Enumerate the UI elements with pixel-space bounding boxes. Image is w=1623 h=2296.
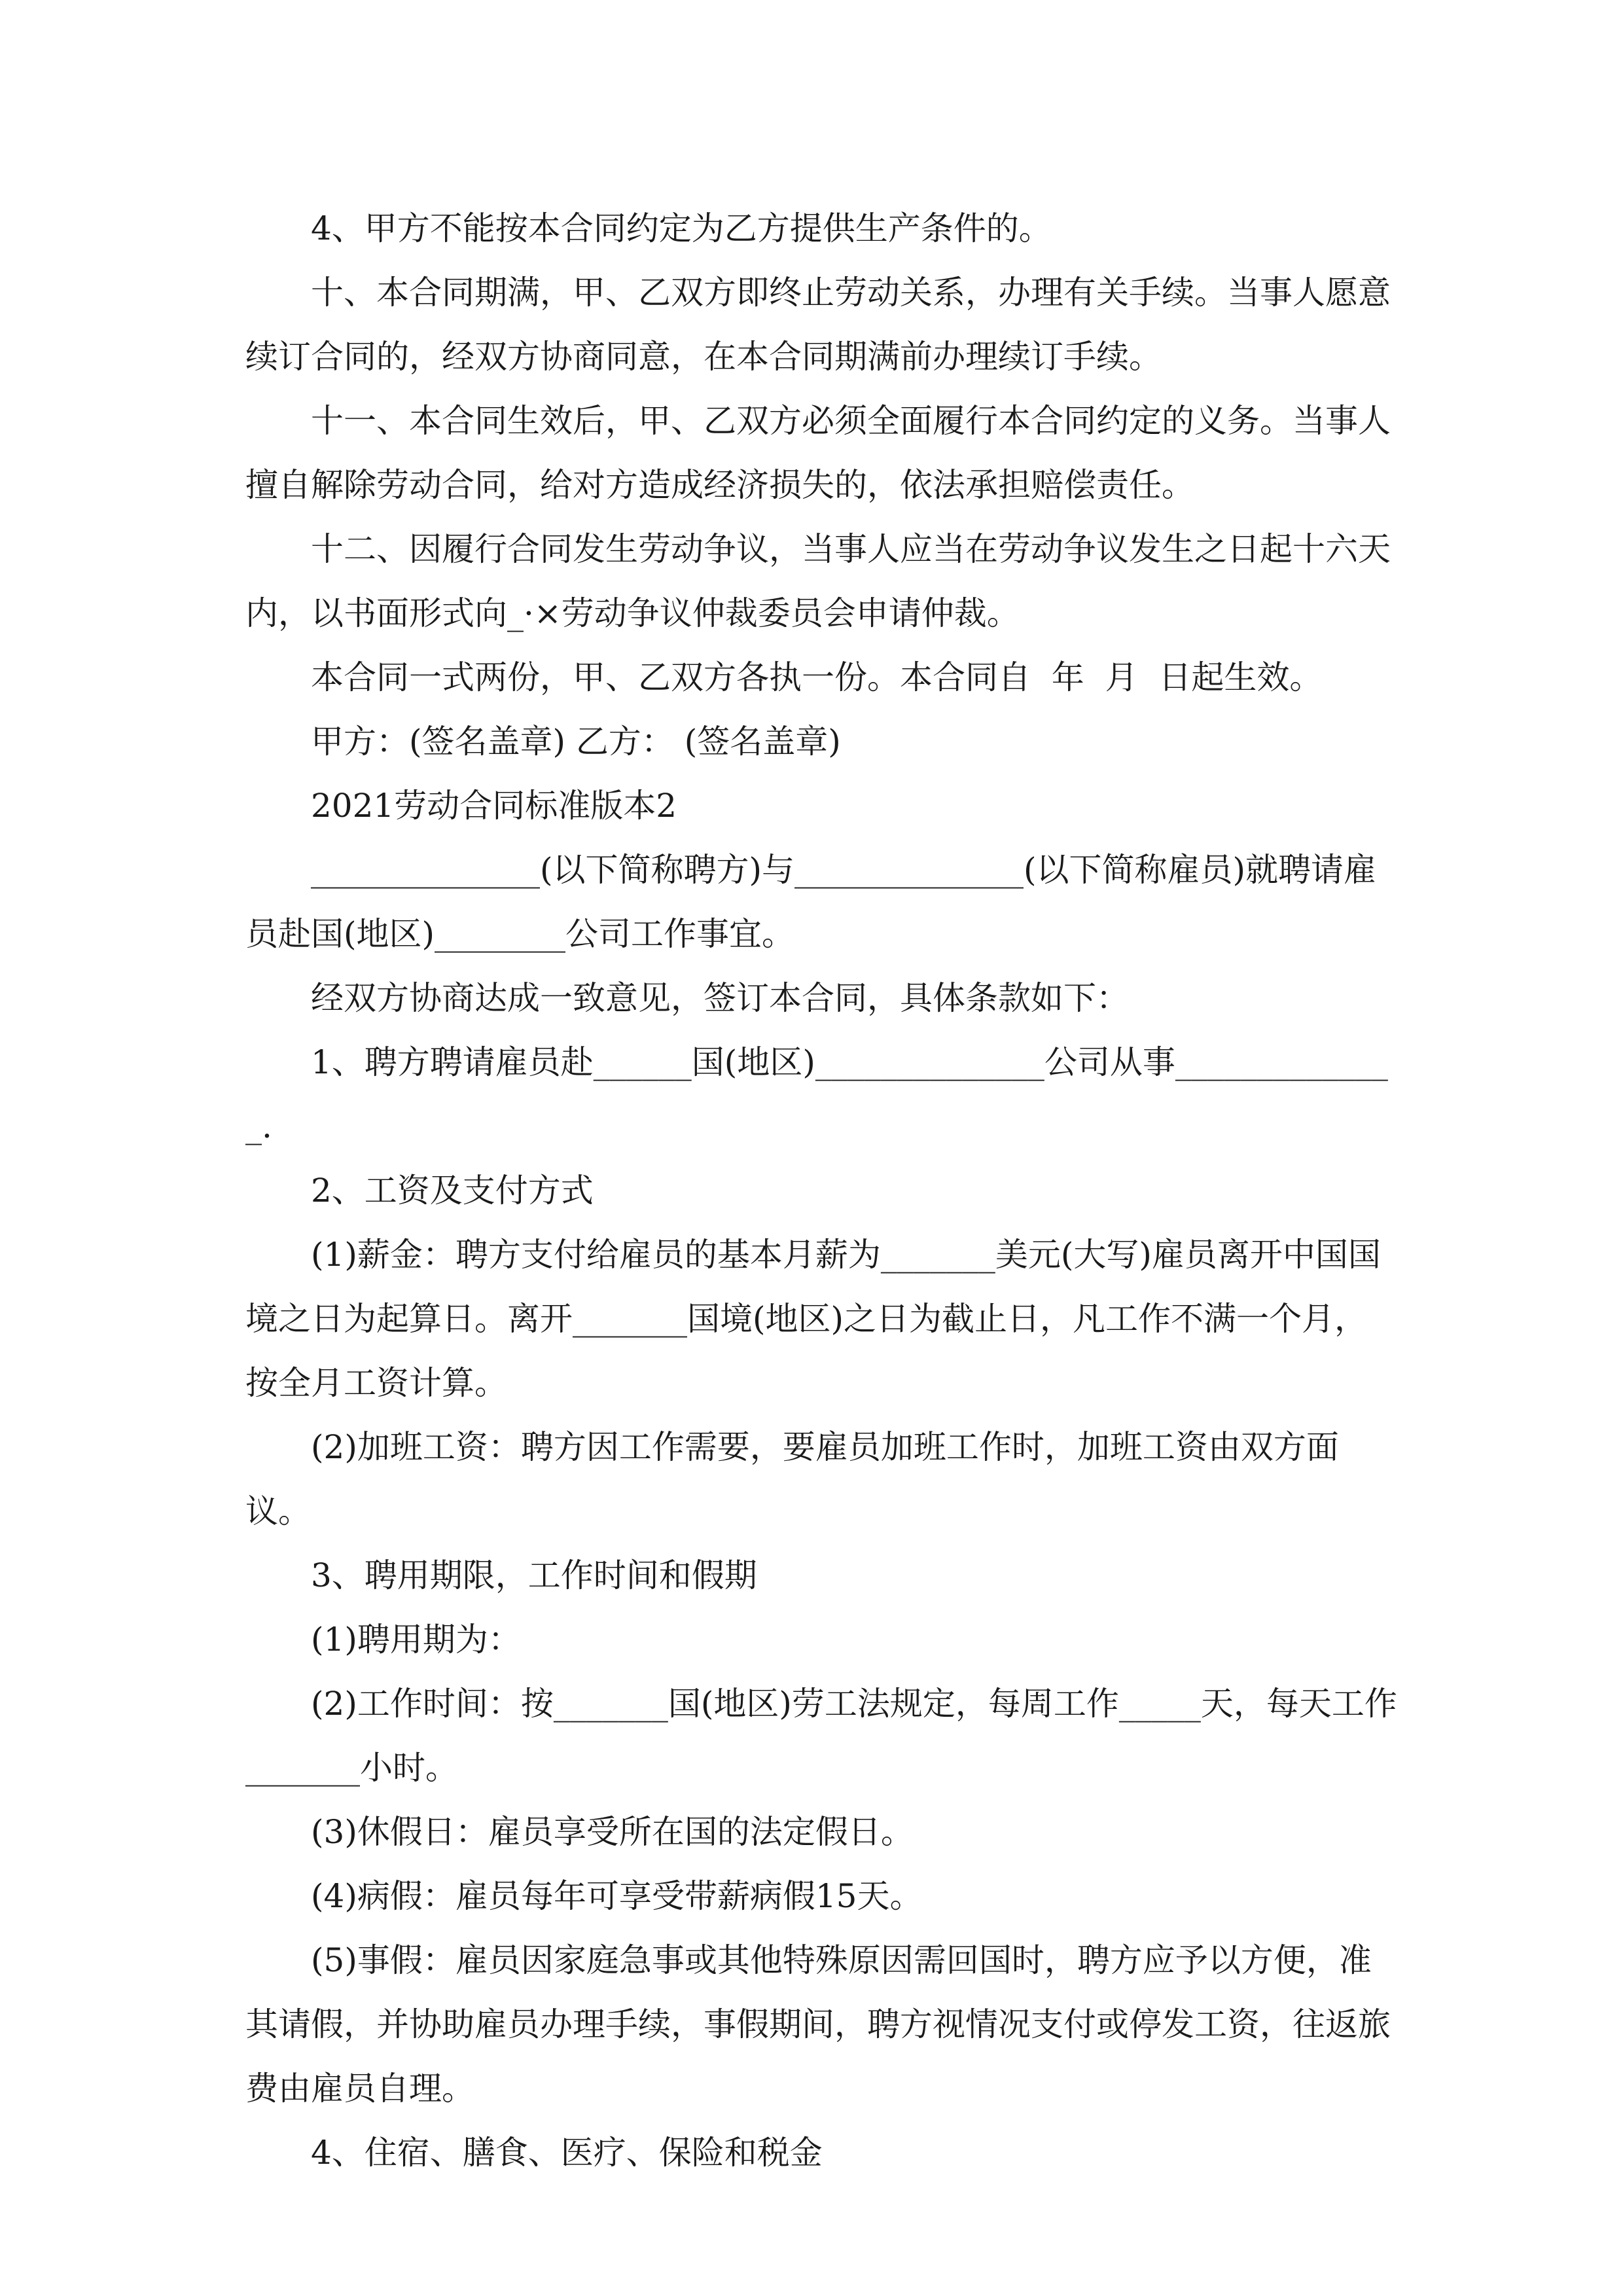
paragraph-clause-11: 十一、本合同生效后，甲、乙双方必须全面履行本合同约定的义务。当事人擅自解除劳动合同，给对方造成经济损失的，依法承担赔偿责任。 — [245, 402, 1391, 504]
paragraph-parties: ______________(以下简称聘方)与______________(以下简称雇员)就聘请雇员赴国(地区)________公司工作事宜。 — [245, 851, 1377, 953]
paragraph-item-3: 3、聘用期限，工作时间和假期 — [311, 1556, 757, 1594]
paragraph-clause-4: 4、甲方不能按本合同约定为乙方提供生产条件的。 — [311, 209, 1052, 247]
paragraph-sick-leave: (4)病假：雇员每年可享受带薪病假15天。 — [311, 1877, 923, 1915]
paragraph-salary: (1)薪金：聘方支付给雇员的基本月薪为_______美元(大写)雇员离开中国国境之日为起算日。离开_______国境(地区)之日为截止日，凡工作不满一个月，按全月工资计算。 — [245, 1236, 1381, 1402]
paragraph-item-4: 4、住宿、膳食、医疗、保险和税金 — [311, 2134, 823, 2172]
paragraph-item-2: 2、工资及支付方式 — [311, 1172, 594, 1210]
paragraph-term: (1)聘用期为： — [311, 1621, 521, 1659]
paragraph-clause-10: 十、本合同期满，甲、乙双方即终止劳动关系，办理有关手续。当事人愿意续订合同的，经双方协商同意，在本合同期满前办理续订手续。 — [245, 274, 1391, 376]
paragraph-signatures: 甲方：(签名盖章) 乙方： (签名盖章) — [311, 723, 841, 761]
paragraph-agreement: 经双方协商达成一致意见，签订本合同，具体条款如下： — [311, 979, 1129, 1017]
paragraph-copies: 本合同一式两份，甲、乙双方各执一份。本合同自 年 月 日起生效。 — [311, 658, 1323, 696]
document-body — [245, 196, 1397, 2185]
paragraph-item-1: 1、聘方聘请雇员赴______国(地区)______________公司从事______________. — [245, 1043, 1388, 1145]
paragraph-overtime: (2)加班工资：聘方因工作需要，要雇员加班工作时，加班工资由双方面议。 — [245, 1428, 1339, 1530]
paragraph-work-hours: (2)工作时间：按_______国(地区)劳工法规定，每周工作_____天，每天工作_______小时。 — [245, 1685, 1397, 1787]
section-title: 2021劳动合同标准版本2 — [311, 787, 677, 825]
paragraph-clause-12: 十二、因履行合同发生劳动争议，当事人应当在劳动争议发生之日起十六天内，以书面形式向_·×劳动争议仲裁委员会申请仲裁。 — [245, 530, 1391, 632]
paragraph-personal-leave: (5)事假：雇员因家庭急事或其他特殊原因需回国时，聘方应予以方便，准其请假，并协助雇员办理手续，事假期间，聘方视情况支付或停发工资，往返旅费由雇员自理。 — [245, 1941, 1391, 2108]
paragraph-holidays: (3)休假日：雇员享受所在国的法定假日。 — [311, 1813, 914, 1851]
